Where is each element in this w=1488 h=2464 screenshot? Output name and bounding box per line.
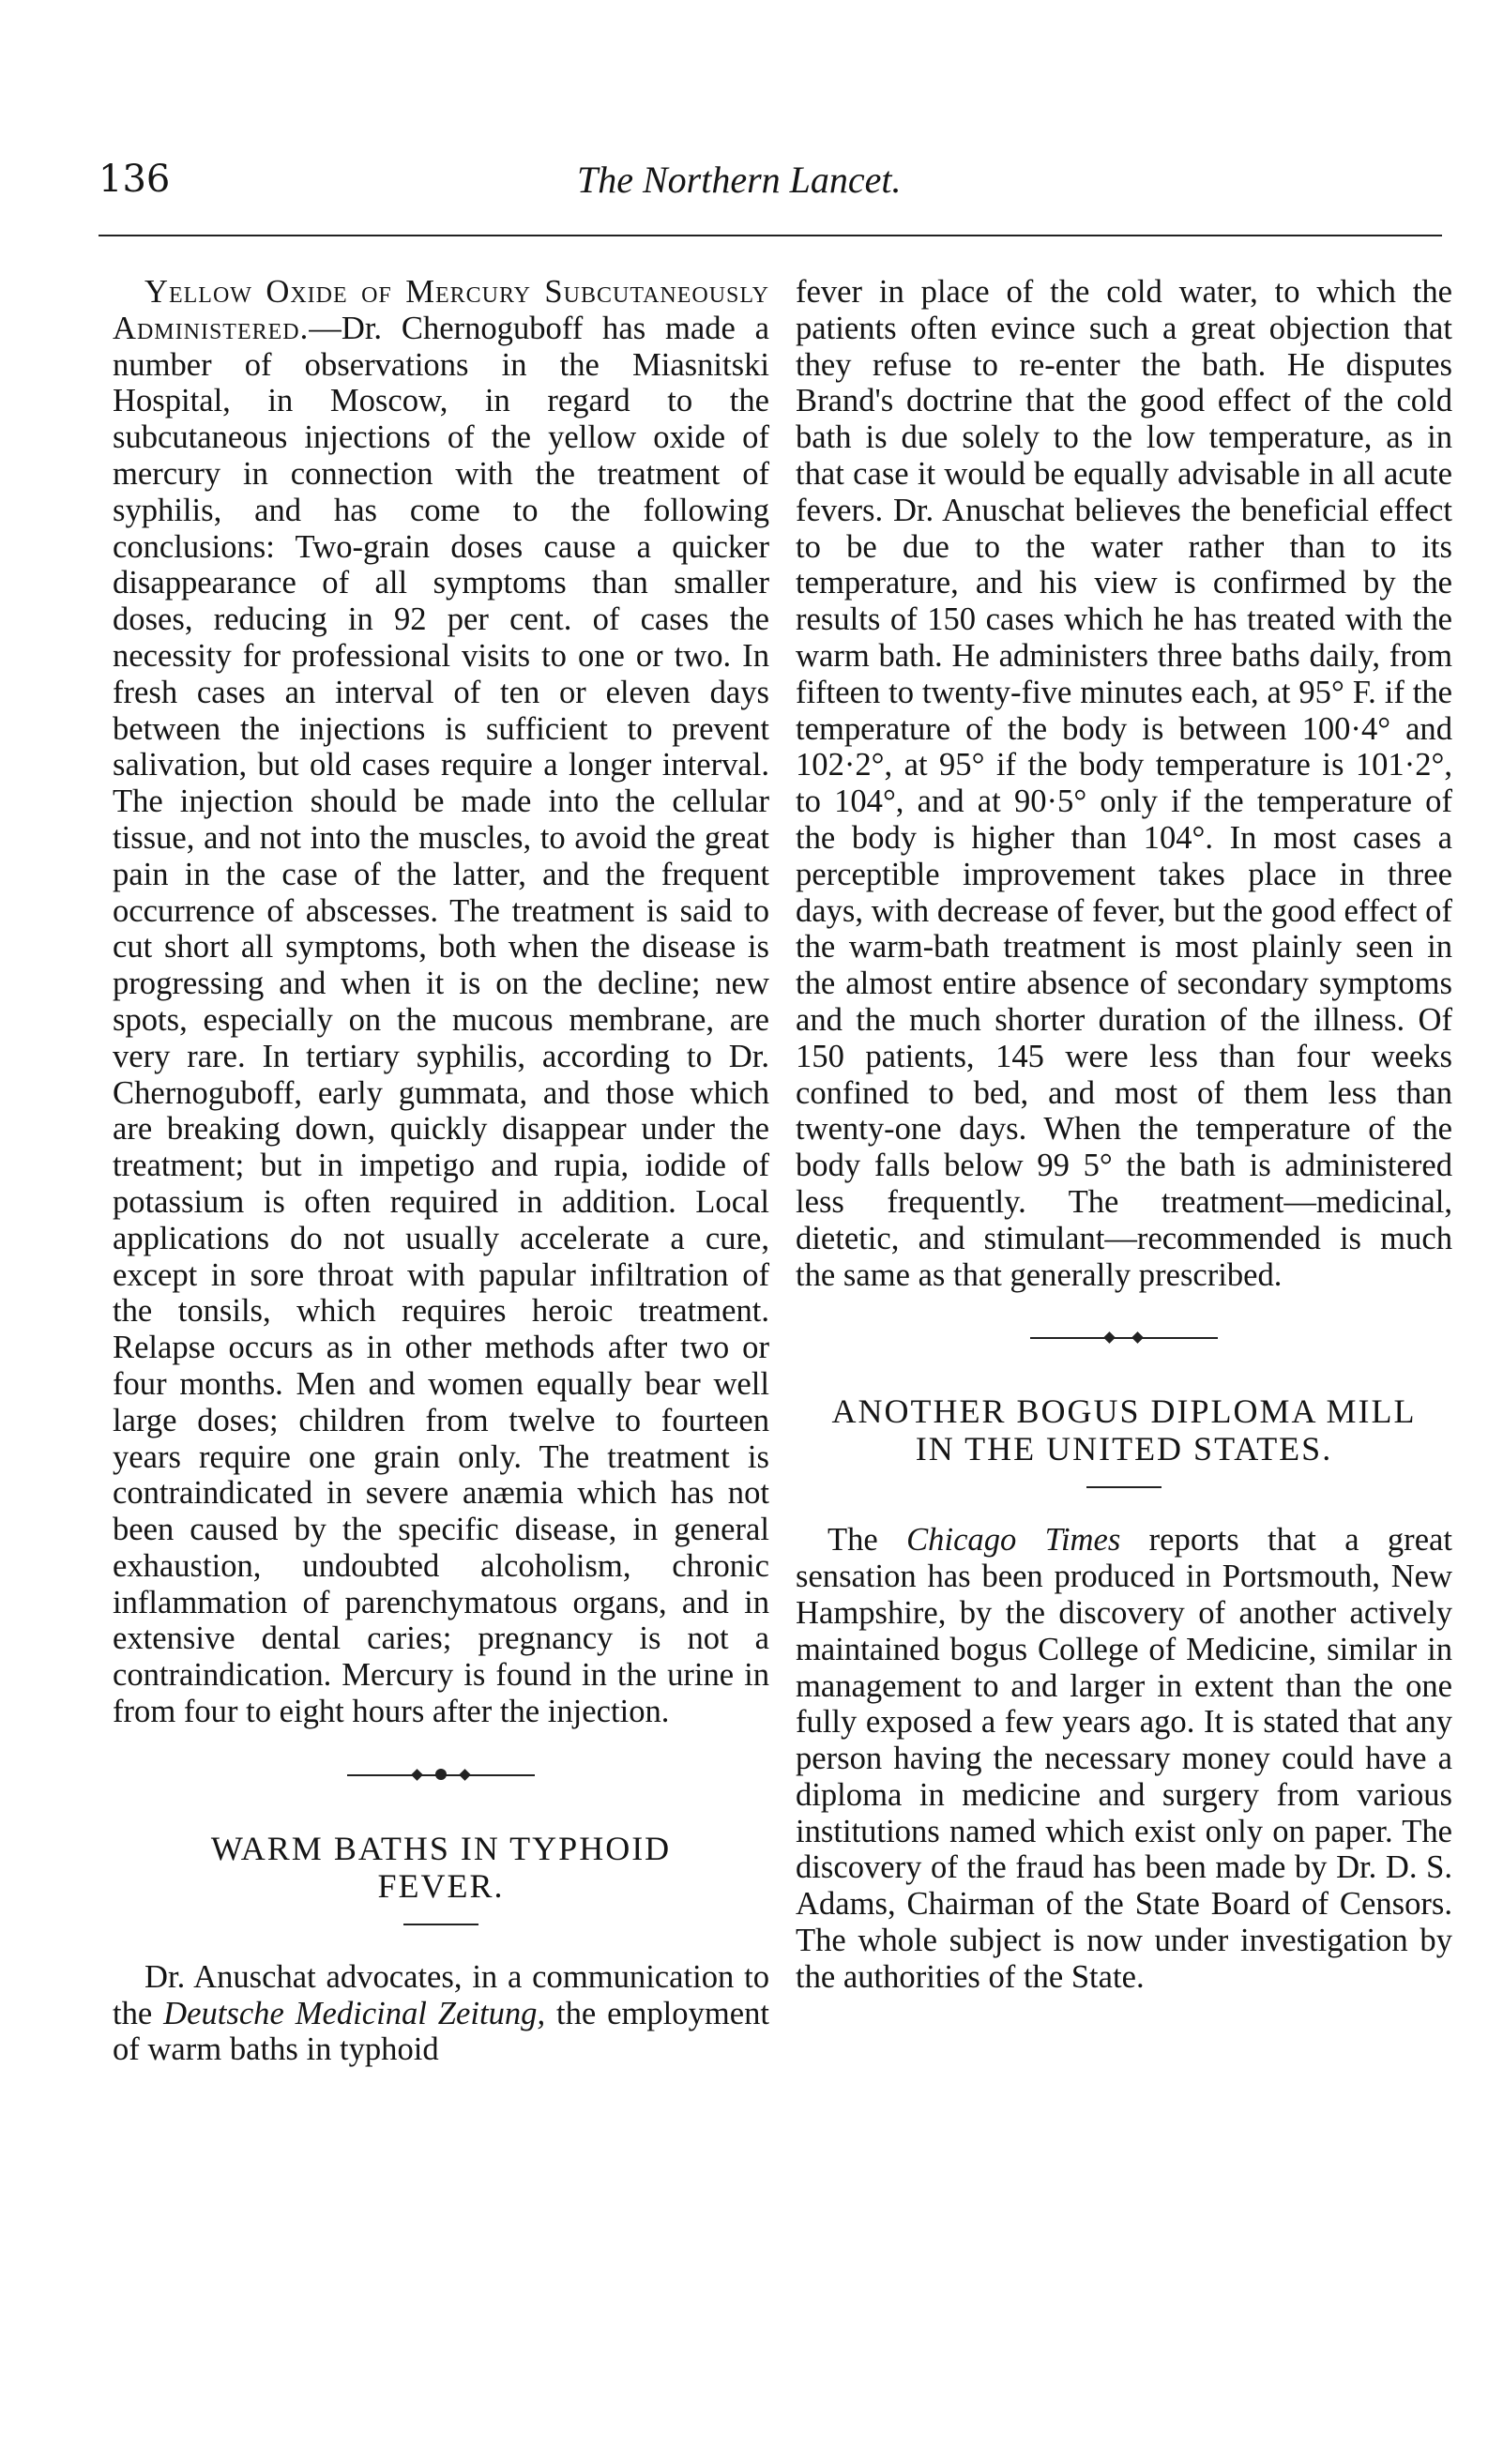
warm-baths-heading-line2: FEVER. <box>377 1866 505 1905</box>
journal-name: Deutsche Medicinal Zeitung, <box>163 1995 546 2031</box>
section-ornament <box>347 1766 535 1785</box>
warm-baths-intro-end: the employment of warm baths in typhoid <box>113 1995 770 2068</box>
bogus-diploma-heading-line1: ANOTHER BOGUS DIPLOMA MILL <box>831 1392 1417 1431</box>
article-bogus-diploma <box>796 1522 1452 1995</box>
right-column <box>796 274 1452 1996</box>
article-yellow-oxide-body: —Dr. Chernoguboff has made a number of observations in the Miasnitski Hospital, in Moscow, in regard to the subcutaneous injections of the yellow oxide of mercury in connection with the treatment of syphilis, and has come to the following conclusions: Two-grain doses cause a quicker disappearance of all symptoms than smaller doses, reducing in 92 per cent. of cases the necessity for professional visits to one or two. In fresh cases an interval of ten or eleven days between the injections is sufficient to prevent salivation, but old cases require a longer interval. The injection should be made into the cellular tissue, and not into the muscles, to avoid the great pain in the case of the latter, and the frequent occurrence of abscesses. The treatment is said to cut short all symptoms, both when the disease is progressing and when it is on the decline; new spots, especially on the mucous membrane, are very rare. In tertiary syphilis, according to Dr. Chernoguboff, early gummata, and those which are breaking down, quickly disappear under the treatment; but in impetigo and rupia, iodide of potassium is often required in addition. Local applications do not usually accelerate a cure, except in sore throat with papular infiltration of the tonsils, which requires heroic treatment. Relapse occurs as in other methods after two or four months. Men and women equally bear well large doses; children from twelve to fourteen years require one grain only. The treatment is contraindicated in severe anæmia which has not been caused by the specific disease, in general exhaustion, undoubted alcoholism, chronic inflammation of parenchymatous organs, and in extensive dental caries; pregnancy is not a contraindication. Mercury is found in the urine in from four to eight hours after the injection. <box>113 310 769 1730</box>
article-yellow-oxide <box>113 274 769 1730</box>
article-warm-baths-intro <box>113 1959 769 2068</box>
warm-baths-intro-text: Dr. Anuschat advocates, in a communication to the <box>113 1958 769 2031</box>
heading-rule <box>403 1924 478 1925</box>
page-number: 136 <box>99 158 171 201</box>
bogus-diploma-heading <box>796 1392 1452 1468</box>
running-title: The Northern Lancet. <box>577 159 902 201</box>
bogus-diploma-body: reports that a great sensation has been produced in Portsmouth, New Hampshire, by the discovery of another actively maintained bogus College of Medicine, similar in management to and larger in extent than the one fully exposed a few years ago. It is stated that any person having the necessary money could have a diploma in medicine and surgery from various institutions named which exist only on paper. The discovery of the fraud has been made by Dr. D. S. Adams, Chairman of the State Board of Censors. The whole subject is now under investigation by the authorities of the State. <box>796 1522 1452 1995</box>
heading-rule-right <box>1086 1486 1162 1488</box>
header-rule <box>99 235 1442 236</box>
warm-baths-heading-line1: WARM BATHS IN TYPHOID <box>210 1829 672 1867</box>
page-header <box>99 158 1442 214</box>
article-yellow-oxide-title: Yellow Oxide of Mercury Subcutaneously Administered. <box>113 274 769 346</box>
bogus-diploma-intro: The <box>828 1522 907 1559</box>
bogus-diploma-heading-line2: IN THE UNITED STATES. <box>915 1430 1333 1468</box>
article-warm-baths-continued: fever in place of the cold water, to which the patients often evince such a great objection that they refuse to re-enter the bath. He disputes Brand's doctrine that the good effect of the cold bath is due solely to the low temperature, as in that case it would be equally advisable in all acute fevers. Dr. Anuschat believes the beneficial effect to be due to the water rather than to its temperature, and his view is confirmed by the results of 150 cases which he has treated with the warm bath. He administers three baths daily, from fifteen to twenty-five minutes each, at 95° F. if the temperature of the body is between 100·4° and 102·2°, at 95° if the body temperature is 101·2°, to 104°, and at 90·5° only if the temperature of the body is higher than 104°. In most cases a perceptible improvement takes place in three days, with decrease of fever, but the good effect of the warm-bath treatment is most plainly seen in the almost entire absence of secondary symptoms and the much shorter duration of the illness. Of 150 patients, 145 were less than four weeks confined to bed, and most of them less than twenty-one days. When the temperature of the body falls below 99 5° the bath is administered less frequently. The treatment—medicinal, dietetic, and stimulant—recommended is much the same as that generally prescribed. <box>796 274 1452 1293</box>
section-ornament-right <box>1030 1329 1218 1347</box>
warm-baths-heading <box>113 1830 769 1905</box>
left-column <box>113 274 769 2068</box>
newspaper-name: Chicago Times <box>906 1522 1121 1559</box>
